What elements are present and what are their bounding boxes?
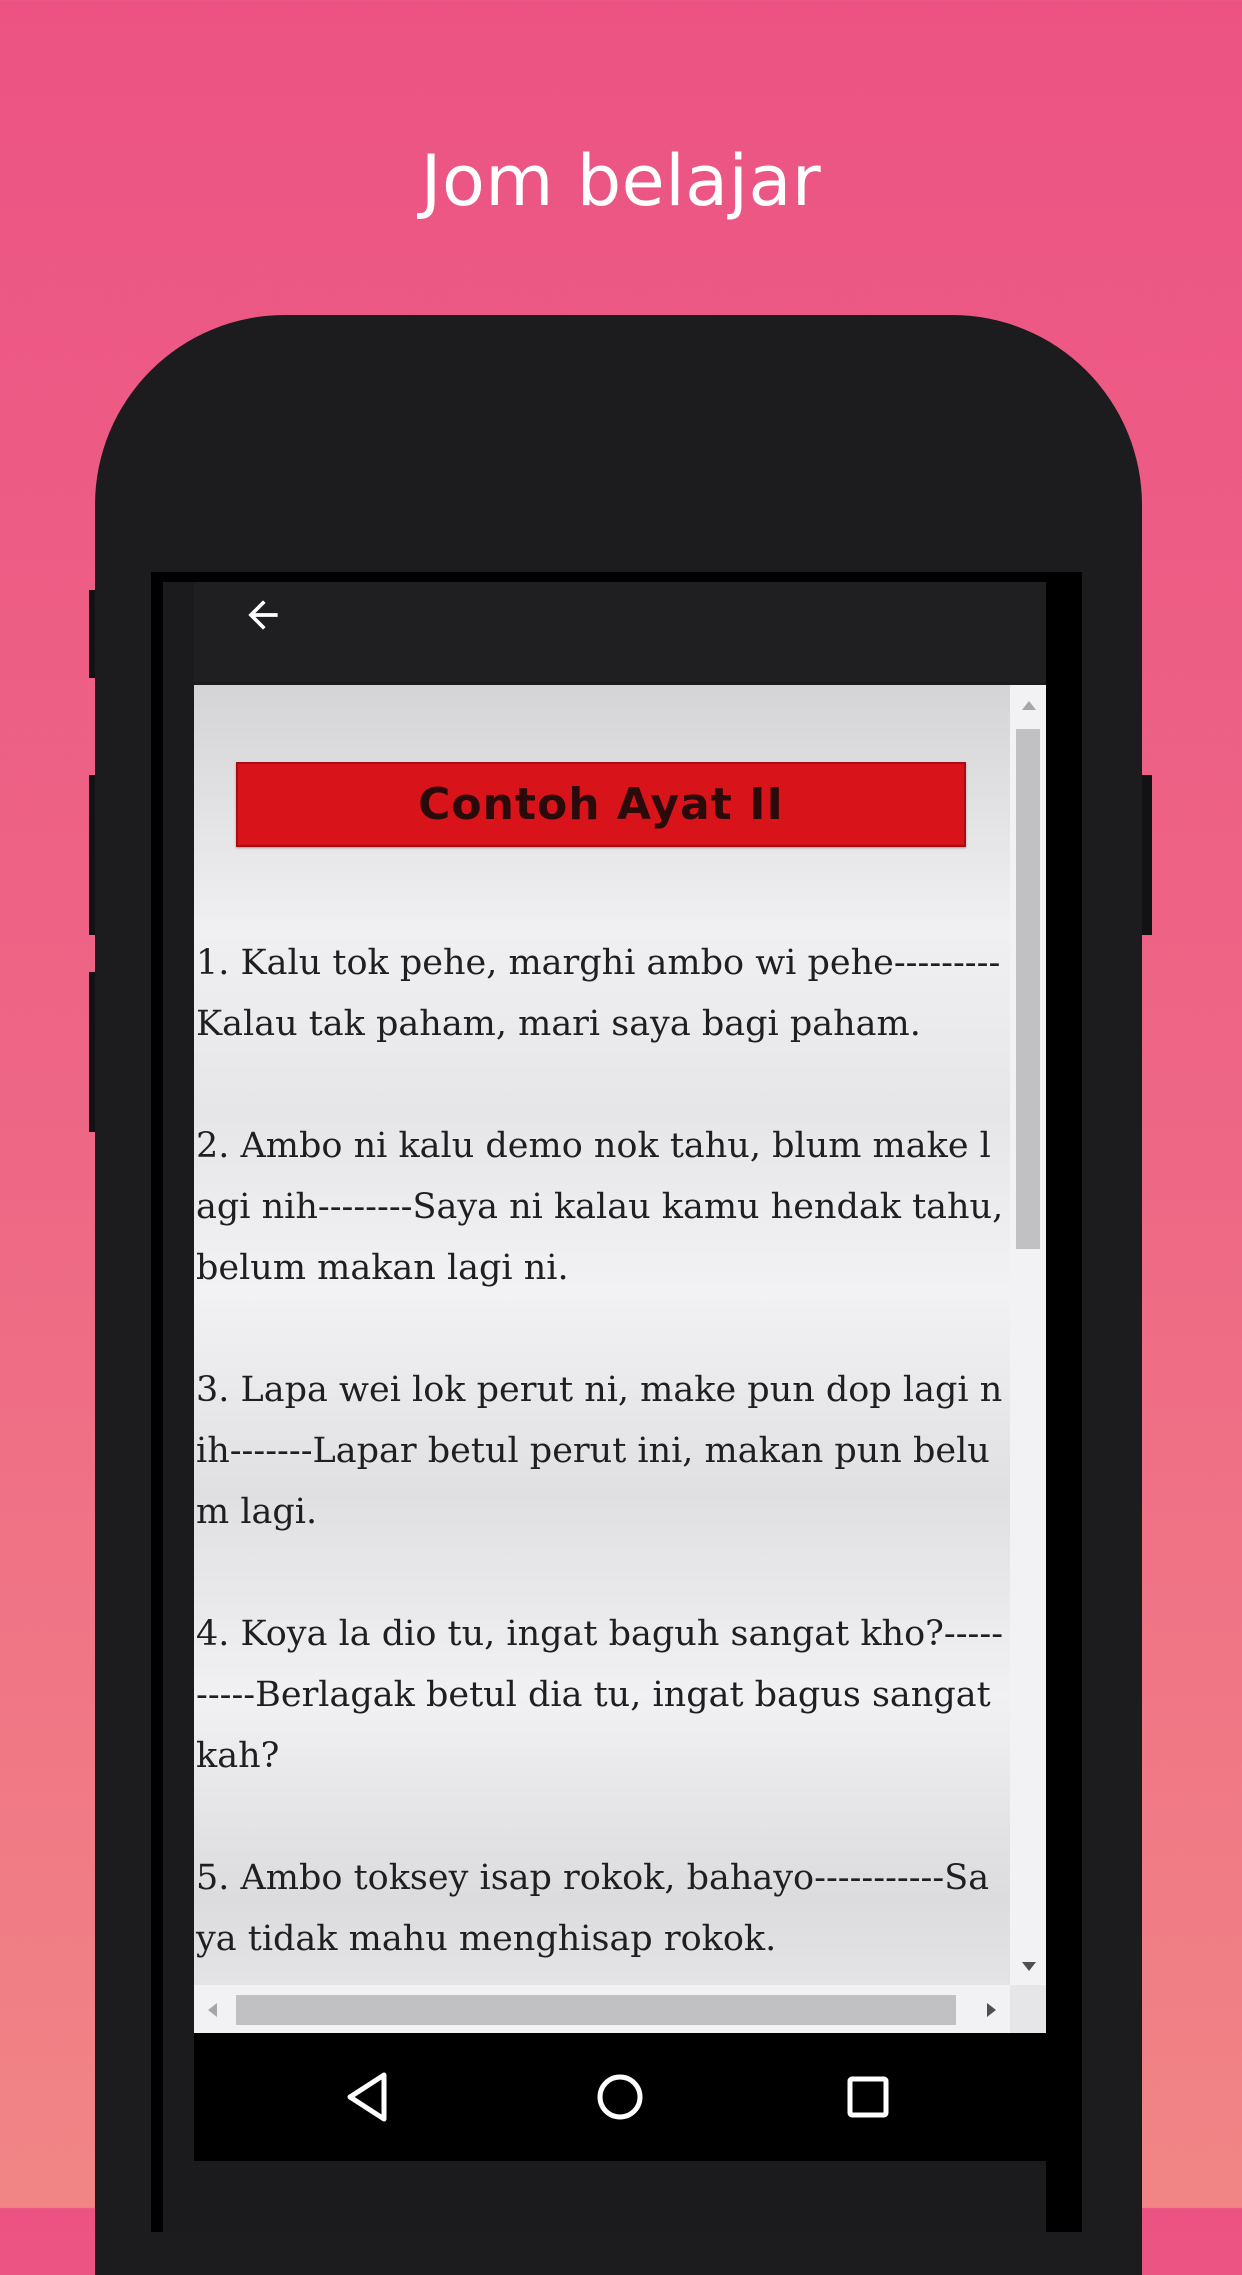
back-button[interactable] xyxy=(233,585,293,645)
nav-back-button[interactable] xyxy=(338,2067,398,2127)
promo-title: Jom belajar xyxy=(420,140,822,222)
example-sentences xyxy=(196,933,1006,2031)
system-nav-bar xyxy=(194,2033,1046,2161)
circle-home-icon xyxy=(594,2071,646,2123)
example-sentence-4: 4. Koya la dio tu, ingat baguh sangat kho?----------Berlagak betul dia tu, ingat bagus sangat kah? xyxy=(196,1614,1004,1776)
arrow-left-icon xyxy=(241,593,285,637)
vertical-scrollbar[interactable] xyxy=(1010,685,1046,1985)
nav-recents-button[interactable] xyxy=(838,2067,898,2127)
vertical-scroll-thumb[interactable] xyxy=(1016,729,1040,1249)
scroll-up-icon[interactable] xyxy=(1022,701,1036,710)
square-recents-icon xyxy=(844,2073,892,2121)
example-sentence-3: 3. Lapa wei lok perut ni, make pun dop lagi nih-------Lapar betul perut ini, makan pun belum lagi. xyxy=(196,1370,1003,1532)
scroll-down-icon[interactable] xyxy=(1022,1962,1036,1971)
triangle-back-icon xyxy=(344,2071,392,2123)
example-sentence-1: 1. Kalu tok pehe, marghi ambo wi pehe---------Kalau tak paham, mari saya bagi paham. xyxy=(196,943,1001,1044)
scroll-left-icon[interactable] xyxy=(208,2003,217,2017)
app-bar xyxy=(194,582,1046,682)
page-heading-box xyxy=(236,762,966,847)
horizontal-scroll-thumb[interactable] xyxy=(236,1995,956,2025)
scrollbar-corner xyxy=(1010,1985,1046,2033)
scroll-right-icon[interactable] xyxy=(987,2003,996,2017)
content-webview[interactable] xyxy=(194,685,1046,2033)
horizontal-scrollbar[interactable] xyxy=(194,1985,1010,2033)
example-sentence-5: 5. Ambo toksey isap rokok, bahayo-----------Saya tidak mahu menghisap rokok. xyxy=(196,1858,990,1959)
example-sentence-2: 2. Ambo ni kalu demo nok tahu, blum make lagi nih--------Saya ni kalau kamu hendak tahu, belum makan lagi ni. xyxy=(196,1126,1004,1288)
page-heading: Contoh Ayat II xyxy=(418,779,784,830)
nav-home-button[interactable] xyxy=(590,2067,650,2127)
